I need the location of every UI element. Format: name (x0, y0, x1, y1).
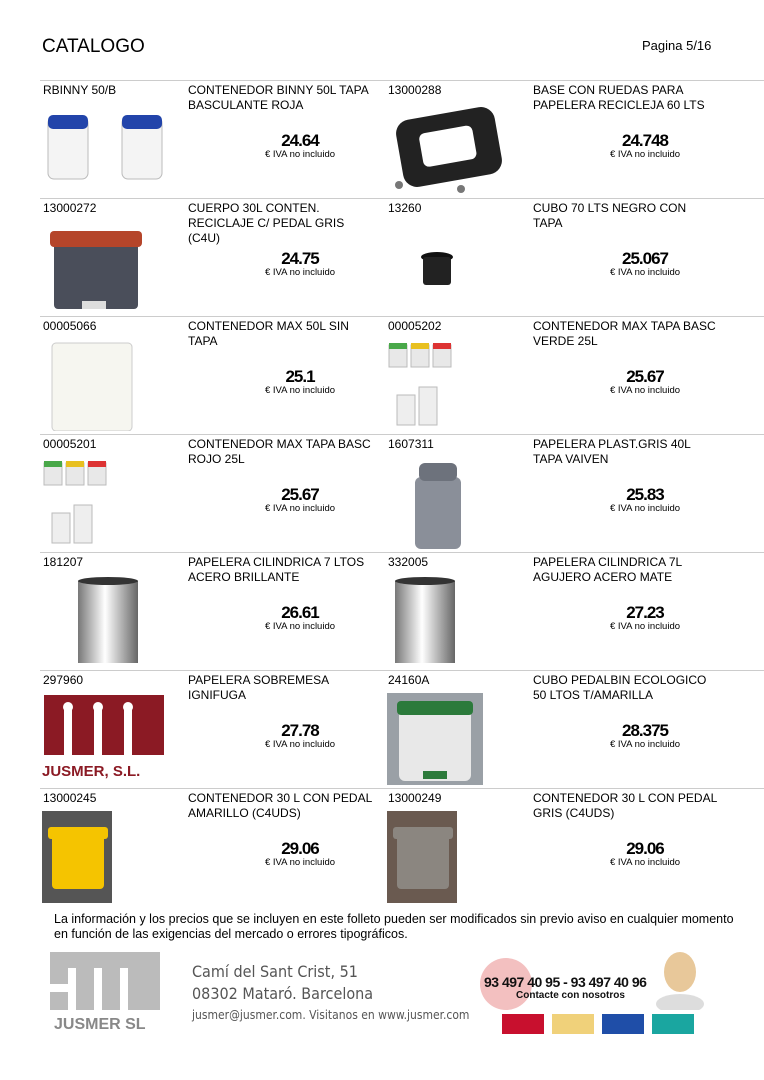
product-price: 25.67 (281, 485, 319, 504)
product-row (40, 316, 764, 434)
product-description: CUBO 70 LTS NEGRO CON TAPA (533, 201, 687, 230)
product-card (385, 317, 730, 435)
product-card (385, 435, 730, 553)
address-line-1: Camí del Sant Crist, 51 (192, 962, 358, 981)
steel-cylinder-icon (42, 575, 172, 667)
page-header (42, 36, 764, 66)
page-number: Pagina 5/16 (642, 38, 712, 53)
product-card (385, 789, 730, 907)
product-code: 1607311 (388, 437, 434, 451)
product-description: PAPELERA CILINDRICA 7 LTOS ACERO BRILLANTE (188, 555, 365, 584)
iva-note: € IVA no incluido (264, 503, 336, 514)
page-title: CATALOGO (42, 36, 145, 57)
pedalbin-green-icon (387, 693, 517, 785)
brand-logos-icon (500, 1010, 700, 1036)
product-code: 00005202 (388, 319, 442, 333)
product-code: 181207 (43, 555, 84, 569)
iva-note: € IVA no incluido (264, 267, 336, 278)
product-code: 13000288 (388, 83, 442, 97)
product-card (40, 789, 385, 907)
product-code: 332005 (388, 555, 429, 569)
pedal-bin-red-lid-icon (42, 221, 172, 313)
product-card (40, 435, 385, 553)
product-price: 25.67 (626, 367, 664, 386)
product-price: 24.75 (281, 249, 319, 268)
product-code: 13000245 (43, 791, 97, 805)
iva-note: € IVA no incluido (264, 621, 336, 632)
black-bucket-icon (387, 221, 517, 313)
iva-note: € IVA no incluido (609, 149, 681, 160)
product-description: CONTENEDOR MAX TAPA BASC VERDE 25L (533, 319, 716, 348)
product-description: CUBO PEDALBIN ECOLOGICO 50 LTOS T/AMARILLA (533, 673, 707, 702)
disclaimer: La información y los precios que se incluyen en este folleto pueden ser modificados sin previo aviso en cualquier momento en función de las exigencias del mercado o errores tipográficos. (54, 912, 734, 941)
product-description: PAPELERA PLAST.GRIS 40L TAPA VAIVEN (533, 437, 691, 466)
product-code: 00005201 (43, 437, 97, 451)
address-block (192, 962, 469, 1022)
product-row (40, 670, 764, 788)
woman-on-phone-icon (652, 948, 708, 1010)
product-row (40, 552, 764, 670)
product-price: 27.78 (281, 721, 319, 740)
grey-swing-bin-icon (387, 457, 517, 549)
product-row (40, 434, 764, 552)
product-price: 25.83 (626, 485, 664, 504)
product-price: 26.61 (281, 603, 319, 622)
product-description: CUERPO 30L CONTEN. RECICLAJE C/ PEDAL GRIS (C4U) (188, 201, 345, 245)
product-card (385, 671, 730, 789)
product-card (40, 317, 385, 435)
product-price: 28.375 (622, 721, 668, 740)
wheeled-base-icon (387, 103, 517, 195)
product-row (40, 80, 764, 198)
contact-footer (40, 946, 740, 1046)
phone-subtitle: Contacte con nosotros (516, 990, 625, 1001)
product-code: 00005066 (43, 319, 97, 333)
product-description: CONTENEDOR 30 L CON PEDAL AMARILLO (C4UDS) (188, 791, 372, 820)
white-container-icon (42, 339, 172, 431)
product-card (385, 81, 730, 199)
iva-note: € IVA no incluido (264, 739, 336, 750)
product-card (40, 671, 385, 789)
product-description: CONTENEDOR MAX 50L SIN TAPA (188, 319, 349, 348)
iva-note: € IVA no incluido (609, 267, 681, 278)
product-card (40, 81, 385, 199)
container-set-icon (42, 457, 172, 549)
iva-note: € IVA no incluido (609, 739, 681, 750)
web-line: jusmer@jusmer.com. Visitanos en www.jusmer.com (192, 1008, 470, 1022)
product-row (40, 788, 764, 906)
product-code: 13260 (388, 201, 422, 215)
iva-note: € IVA no incluido (609, 857, 681, 868)
perforated-steel-cylinder-icon (387, 575, 517, 667)
product-price: 29.06 (626, 839, 664, 858)
twin-bins-blue-lid-icon (42, 103, 172, 195)
phone-numbers: 93 497 40 95 - 93 497 40 96 (484, 974, 647, 990)
product-price: 29.06 (281, 839, 319, 858)
product-price: 25.067 (622, 249, 668, 268)
product-code: 13000249 (388, 791, 442, 805)
product-price: 27.23 (626, 603, 664, 622)
product-price: 25.1 (285, 367, 315, 386)
product-grid (40, 80, 764, 906)
product-price: 24.748 (622, 131, 668, 150)
product-code: RBINNY 50/B (43, 83, 117, 97)
product-code: 13000272 (43, 201, 97, 215)
logo-caption: JUSMER, S.L. (42, 763, 141, 780)
address-line-2: 08302 Mataró. Barcelona (192, 984, 374, 1003)
product-description: CONTENEDOR BINNY 50L TAPA BASCULANTE ROJA (188, 83, 369, 112)
iva-note: € IVA no incluido (609, 385, 681, 396)
iva-note: € IVA no incluido (609, 503, 681, 514)
product-card (40, 553, 385, 671)
iva-note: € IVA no incluido (264, 857, 336, 868)
product-card (385, 553, 730, 671)
company-name: JUSMER SL (54, 1016, 146, 1033)
product-price: 24.64 (281, 131, 319, 150)
iva-note: € IVA no incluido (264, 385, 336, 396)
product-row (40, 198, 764, 316)
product-description: BASE CON RUEDAS PARA PAPELERA RECICLEJA 60 LTS (533, 83, 705, 112)
yellow-pedal-bin-icon (42, 811, 172, 903)
product-description: PAPELERA SOBREMESA IGNIFUGA (188, 673, 329, 702)
product-card (40, 199, 385, 317)
product-card (385, 199, 730, 317)
product-description: CONTENEDOR MAX TAPA BASC ROJO 25L (188, 437, 371, 466)
iva-note: € IVA no incluido (609, 621, 681, 632)
product-code: 297960 (43, 673, 84, 687)
product-description: CONTENEDOR 30 L CON PEDAL GRIS (C4UDS) (533, 791, 717, 820)
grey-pedal-bin-icon (387, 811, 517, 903)
product-description: PAPELERA CILINDRICA 7L AGUJERO ACERO MATE (533, 555, 682, 584)
iva-note: € IVA no incluido (264, 149, 336, 160)
container-set-icon (387, 339, 517, 431)
product-code: 24160A (388, 673, 430, 687)
